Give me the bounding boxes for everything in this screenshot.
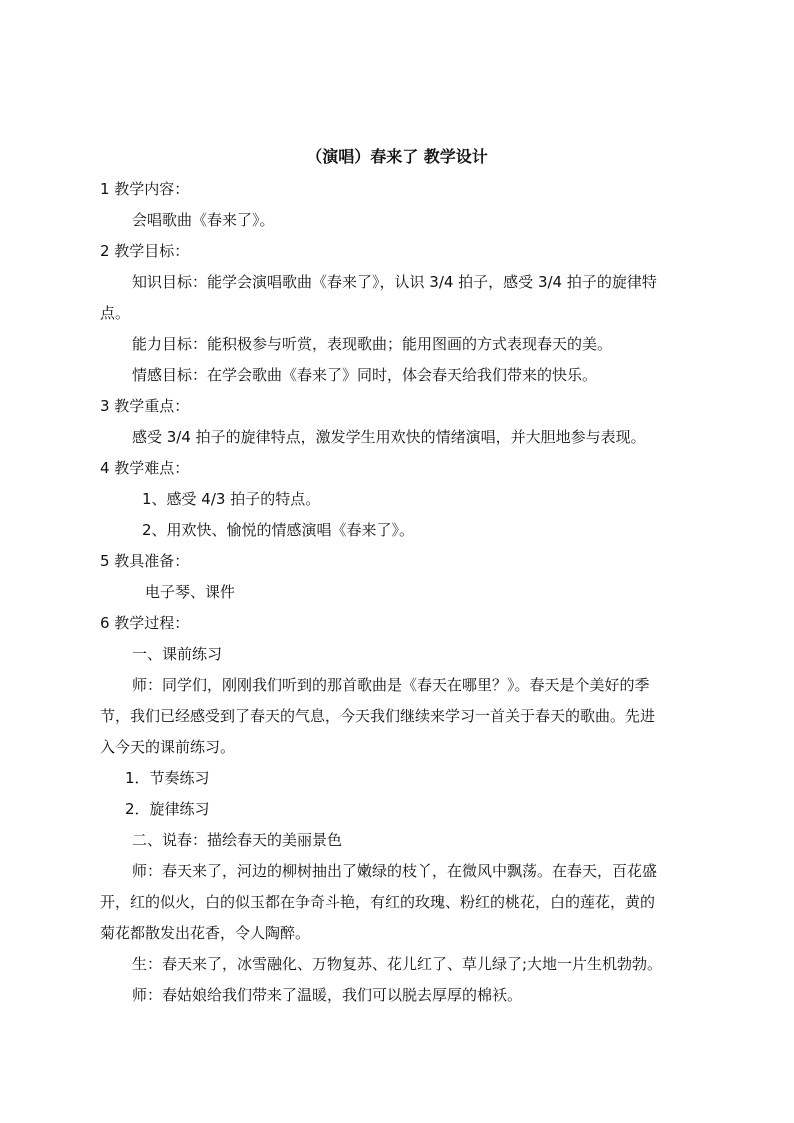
teacher-line-3: 师：春姑娘给我们带来了温暖，我们可以脱去厚厚的棉袄。	[132, 986, 523, 1004]
difficulty-item-1: 1、感受 4/3 拍子的特点。	[142, 490, 321, 508]
section-heading-difficulties: 4 教学难点：	[100, 459, 190, 477]
section-heading-content: 1 教学内容：	[100, 180, 190, 198]
teacher-line-1a: 师：同学们，刚刚我们听到的那首歌曲是《春天在哪里？》。春天是个美好的季	[132, 676, 650, 694]
section-heading-process: 6 教学过程：	[100, 614, 190, 632]
teacher-line-1b: 节，我们已经感受到了春天的气息，今天我们继续来学习一首关于春天的歌曲。先进	[100, 707, 656, 725]
practice-item-2: 2．旋律练习	[125, 800, 210, 818]
section-heading-materials: 5 教具准备：	[100, 552, 190, 570]
process-subheading-2: 二、说春：描绘春天的美丽景色	[132, 831, 343, 849]
teacher-line-1c: 入今天的课前练习。	[100, 738, 236, 756]
teacher-line-2b: 开，红的似火，白的似玉都在争奇斗艳，有红的玫瑰、粉红的桃花，白的莲花，黄的	[100, 893, 656, 911]
knowledge-objective-line1: 知识目标：能学会演唱歌曲《春来了》，认识 3/4 拍子，感受 3/4 拍子的旋律特	[132, 273, 657, 291]
teacher-line-2c: 菊花都散发出花香，令人陶醉。	[100, 924, 311, 942]
section-heading-objectives: 2 教学目标：	[100, 242, 190, 260]
ability-objective: 能力目标：能积极参与听赏，表现歌曲；能用图画的方式表现春天的美。	[132, 335, 613, 353]
knowledge-objective-line2: 点。	[100, 304, 131, 322]
section-heading-key-points: 3 教学重点：	[100, 397, 190, 415]
emotion-objective: 情感目标：在学会歌曲《春来了》同时，体会春天给我们带来的快乐。	[132, 366, 598, 384]
document-title: （演唱）春来了 教学设计	[306, 147, 488, 166]
difficulty-item-2: 2、用欢快、愉悦的情感演唱《春来了》。	[142, 521, 415, 539]
practice-item-1: 1．节奏练习	[125, 769, 210, 787]
content-paragraph: 会唱歌曲《春来了》。	[132, 211, 275, 229]
process-subheading-1: 一、课前练习	[132, 645, 223, 663]
teacher-line-2a: 师：春天来了，河边的柳树抽出了嫩绿的枝丫，在微风中飘荡。在春天，百花盛	[132, 862, 658, 880]
key-points-paragraph: 感受 3/4 拍子的旋律特点，激发学生用欢快的情绪演唱，并大胆地参与表现。	[132, 428, 646, 446]
student-line: 生：春天来了，冰雪融化、万物复苏、花儿红了、草儿绿了;大地一片生机勃勃。	[132, 955, 663, 973]
materials-paragraph: 电子琴、课件	[145, 583, 236, 601]
